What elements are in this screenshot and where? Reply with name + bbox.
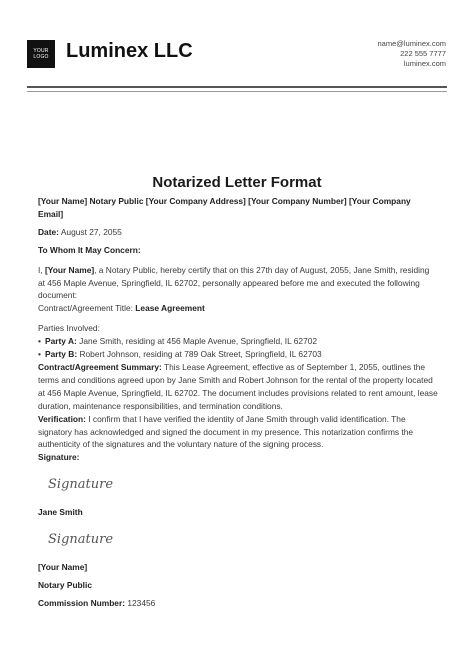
date-label: Date: [38,226,59,237]
signer-name: Jane Smith [38,507,83,518]
intro-paragraph [38,264,438,303]
header-divider-thick [27,86,447,88]
logo-text-line1: YOUR [33,48,49,54]
verification-paragraph [38,413,438,452]
summary-value: This Lease Agreement, effective as of September 1, 2055, outlines the terms and conditions agreed upon by Jane Smith and Robert Johnson for the rental of the property located at 456 Maple Avenue, Springfield, IL 62702. The document includes provisions related to rent amount, lease duration, maintenance responsibilities, and termination conditions. [38,361,438,411]
parties-label: Parties Involved: [38,323,100,334]
salutation: To Whom It May Concern: [38,244,141,255]
contract-title-label: Contract/Agreement Title: [38,303,133,314]
intro-name: [Your Name] [44,264,95,275]
commission-line [38,597,438,610]
verification-value: I confirm that I have verified the identity of Jane Smith through valid identification. The signatory has acknowledged and signed the document in my presence. This notarization confirms the authenticity of the signatures and the voluntary nature of the signing process. [38,413,414,450]
commission-label: Commission Number: [38,597,126,608]
notary-title: Notary Public [38,580,92,591]
logo-text-line2: LOGO [33,54,49,60]
summary-paragraph [38,361,438,413]
signature-image-2: Signature [48,532,114,548]
contract-title-line [38,302,438,315]
party-b-item [38,348,438,361]
signature-image-1: Signature [48,477,114,493]
bullet-a: • [38,336,41,347]
header-divider-thin [27,91,447,92]
party-b-label: Party B: [45,349,78,360]
commission-value: 123456 [127,597,156,608]
document-title: Notarized Letter Format [152,174,322,191]
date-line [38,226,438,239]
company-logo [27,40,55,68]
contact-website: luminex.com [403,59,446,68]
notary-header-line: [Your Name] Notary Public [Your Company Address] [Your Company Number] [Your Company Email] [38,196,411,219]
contract-title-value: Lease Agreement [135,303,205,314]
contact-phone: 222 555 7777 [400,49,446,58]
party-b-value: Robert Johnson, residing at 789 Oak Street, Springfield, IL 62703 [79,349,322,360]
party-a-value: Jane Smith, residing at 456 Maple Avenue, Springfield, IL 62702 [79,336,318,347]
verification-label: Verification: [38,413,86,424]
contact-block [378,39,446,69]
intro-prefix: I, [38,264,43,275]
notary-name: [Your Name] [38,562,88,573]
company-name: Luminex LLC [66,40,193,62]
summary-label: Contract/Agreement Summary: [38,361,162,372]
intro-text: , a Notary Public, hereby certify that on this 27th day of August, 2055, Jane Smith, residing at 456 Maple Avenue, Springfield, IL 62702, personally appeared before me and executed the following document: [38,264,430,301]
letter-body [38,195,438,610]
contact-email: name@luminex.com [377,39,446,48]
bullet-b: • [38,349,41,360]
date-value: August 27, 2055 [60,226,122,237]
party-a-label: Party A: [45,336,77,347]
party-a-item [38,335,438,348]
signature-label: Signature: [38,452,80,463]
